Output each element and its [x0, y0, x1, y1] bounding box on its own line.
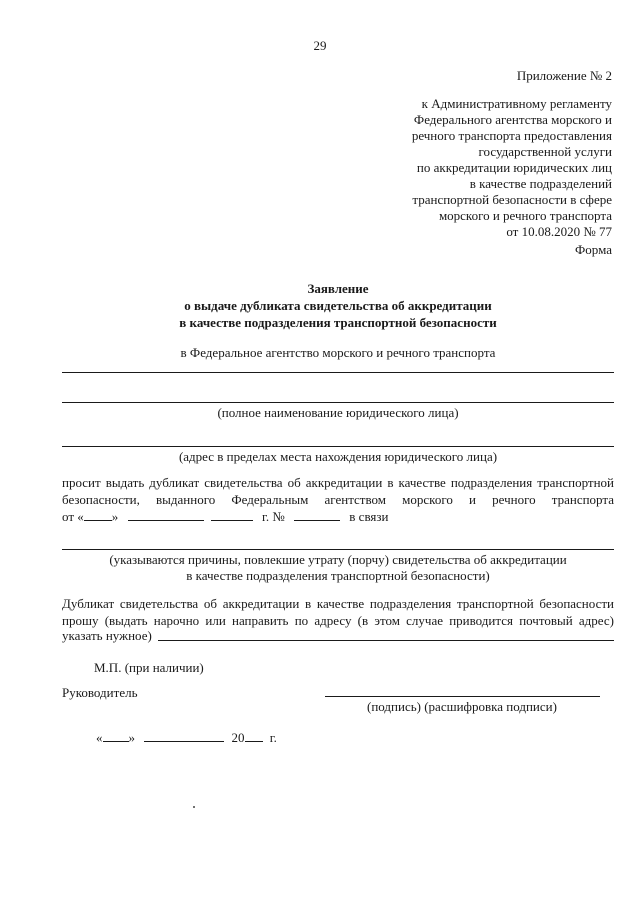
signature-caption: (подпись) (расшифровка подписи)	[367, 699, 557, 714]
from-label: от «	[62, 509, 84, 524]
addressee-line	[62, 372, 614, 373]
in-connection-label: в связи	[349, 509, 389, 524]
seal-label: М.П. (при наличии)	[94, 660, 204, 675]
date-month-blank	[144, 730, 224, 742]
reference-line: по аккредитации юридических лиц	[416, 160, 612, 175]
duplicate-line-3: указать нужное)	[62, 628, 152, 643]
month-blank	[128, 509, 204, 521]
reasons-caption	[0, 552, 640, 584]
addressee: в Федеральное агентство морского и речного транспорта	[180, 345, 496, 360]
reference-line: к Административному регламенту	[421, 96, 612, 111]
title-line: в качестве подразделения транспортной безопасности	[179, 315, 497, 330]
date-close-quote: »	[128, 730, 135, 745]
legal-name-caption: (полное наименование юридического лица)	[217, 405, 459, 420]
reference-line: транспортной безопасности в сфере	[412, 192, 612, 207]
quote-close: »	[111, 509, 119, 524]
appendix-label: Приложение № 2	[516, 68, 612, 83]
reference-line: морского и речного транспорта	[438, 208, 612, 223]
reasons-line	[62, 549, 614, 550]
reference-line: Федерального агентства морского и	[413, 112, 612, 127]
legal-name-line	[62, 402, 614, 403]
title-line: Заявление	[307, 281, 369, 296]
reference-line: речного транспорта предоставления	[411, 128, 612, 143]
delivery-line	[158, 640, 614, 641]
reference-line: в качестве подразделений	[469, 176, 612, 191]
reference-line: государственной услуги	[478, 144, 612, 159]
request-line-3	[62, 509, 389, 525]
year-blank	[211, 509, 253, 521]
date-row	[96, 730, 277, 746]
document-title	[0, 280, 640, 331]
reference-block	[352, 96, 612, 240]
year-number-label: г. №	[262, 509, 285, 524]
request-line-2: безопасности, выданного Федеральным агентством морского и речного транспорта	[62, 492, 614, 507]
address-line	[62, 446, 614, 447]
reasons-caption-line: в качестве подразделения транспортной безопасности)	[186, 568, 490, 583]
title-line: о выдаче дубликата свидетельства об аккредитации	[184, 298, 492, 313]
duplicate-line-2: прошу (выдать нарочно или направить по адресу (в этом случае приводится почтовый адрес)	[62, 613, 614, 628]
form-label: Форма	[575, 242, 612, 257]
number-blank	[294, 509, 340, 521]
request-line-1: просит выдать дубликат свидетельства об аккредитации в качестве подразделения транспортной	[62, 475, 614, 490]
reference-line: от 10.08.2020 № 77	[506, 224, 612, 239]
date-year-suffix: г.	[269, 730, 277, 745]
page-number: 29	[313, 38, 327, 53]
date-year-prefix: 20	[231, 730, 245, 745]
head-label: Руководитель	[62, 685, 138, 700]
signature-line	[325, 696, 600, 697]
scan-speck	[193, 806, 195, 808]
date-year-blank	[245, 730, 263, 742]
address-caption: (адрес в пределах места нахождения юридического лица)	[178, 449, 498, 464]
date-open-quote: «	[96, 730, 103, 745]
date-day-blank	[103, 730, 129, 742]
day-blank	[84, 509, 112, 521]
reasons-caption-line: (указываются причины, повлекшие утрату (порчу) свидетельства об аккредитации	[109, 552, 567, 567]
duplicate-line-1: Дубликат свидетельства об аккредитации в качестве подразделения транспортной безопасности	[62, 596, 614, 611]
